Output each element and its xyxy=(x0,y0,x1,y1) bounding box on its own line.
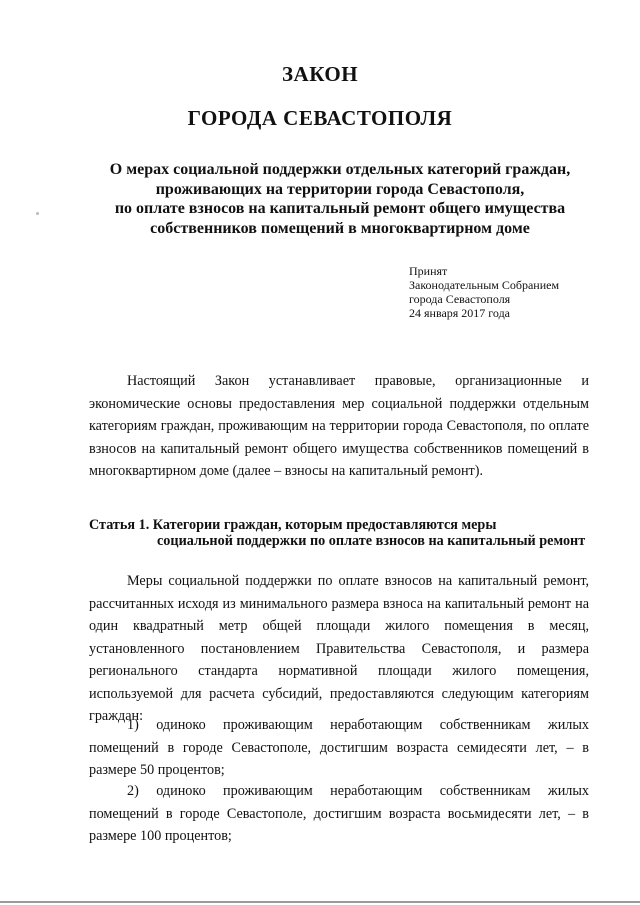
law-title: ЗАКОН xyxy=(281,62,359,86)
adoption-date: 24 января 2017 года xyxy=(409,306,511,320)
subtitle-line: собственников помещений в многоквартирном доме xyxy=(150,219,530,237)
article-1-heading-lead: Статья 1. Категории граждан, которым предоставляются меры xyxy=(89,517,497,533)
article-1-heading-rest: социальной поддержки по оплате взносов на капитальный ремонт xyxy=(157,532,586,549)
scan-speck xyxy=(36,212,39,215)
adoption-line: города Севастополя xyxy=(409,292,511,306)
article-1-item: 2) одиноко проживающим неработающим собственникам жилых помещений в городе Севастополе, достигшим возраста восьмидесяти лет, – в размере 100 процентов; xyxy=(89,783,589,844)
adoption-line: Принят xyxy=(409,264,448,278)
adoption-note xyxy=(409,264,609,320)
adoption-line: Законодательным Собранием xyxy=(409,278,560,292)
subtitle-line: О мерах социальной поддержки отдельных категорий граждан, xyxy=(109,161,571,178)
article-1-item: 1) одиноко проживающим неработающим собственникам жилых помещений в городе Севастополе, достигшим возраста семидесяти лет, – в размере 50 процентов; xyxy=(89,717,589,778)
article-1-intro: Меры социальной поддержки по оплате взносов на капитальный ремонт, рассчитанных исходя из минимального размера взноса на капитальный ремонт на один квадратный метр общей площади жилого помещения в месяц, установленного постановлением Правительства Севастополя, и размера регионального стандарта нормативной площади жилого помещения, используемой для расчета субсидий, предоставляются следующим категориям граждан: xyxy=(89,573,589,724)
page-bottom-edge xyxy=(0,901,640,903)
article-1-heading xyxy=(89,518,589,549)
law-city-title: ГОРОДА СЕВАСТОПОЛЯ xyxy=(187,106,453,130)
law-subtitle xyxy=(88,160,592,238)
preamble-paragraph: Настоящий Закон устанавливает правовые, организационные и экономические основы предоставления мер социальной поддержки отдельным категориям граждан, проживающим на территории города Севастополя, по оплате взносов на капитальный ремонт общего имущества собственников помещений в многоквартирном доме (далее – взносы на капитальный ремонт). xyxy=(89,373,589,479)
subtitle-line: проживающих на территории города Севастополя, xyxy=(155,180,525,198)
subtitle-line: по оплате взносов на капитальный ремонт общего имущества xyxy=(114,200,566,217)
